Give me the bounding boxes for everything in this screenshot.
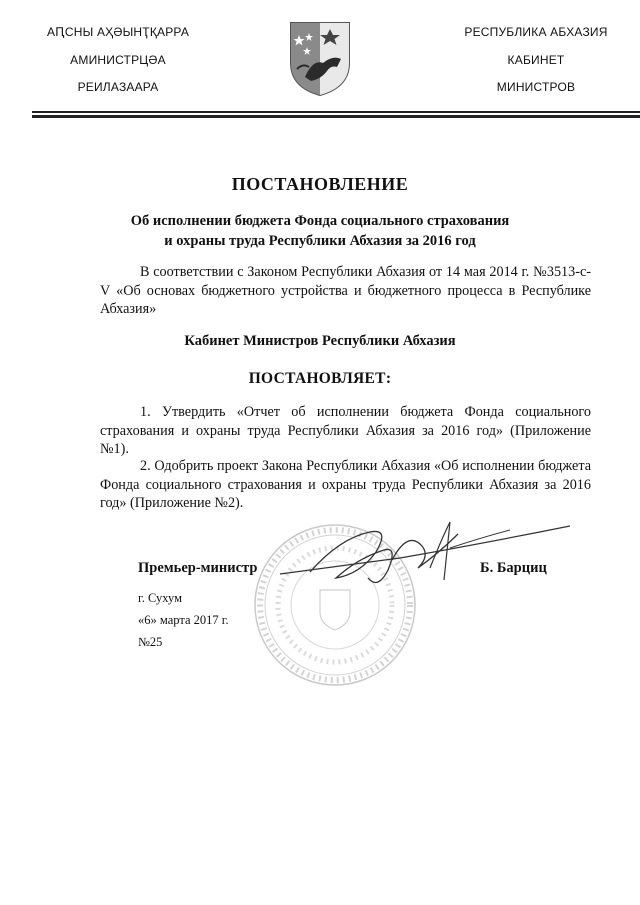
header-right-line3: МИНИСТРОВ — [496, 80, 576, 94]
document-city: г. Сухум — [138, 591, 183, 605]
document-title: ПОСТАНОВЛЕНИЕ — [231, 174, 409, 194]
handwritten-signature — [280, 508, 620, 598]
header-left-line2: АМИНИСТРЦӘА — [70, 53, 166, 67]
header-left-line3: РЕИЛАЗААРА — [77, 80, 159, 94]
header-right-line1: РЕСПУБЛИКА АБХАЗИЯ — [464, 25, 608, 39]
preamble-paragraph: В соответствии с Законом Республики Абхазия от 14 мая 2014 г. №3513-с-V «Об основах бюджетного устройства и бюджетного процесса в Республике Абхазия» — [100, 264, 591, 317]
signatory-position: Премьер-министр — [138, 560, 258, 576]
header-right-line2: КАБИНЕТ — [507, 53, 565, 67]
resolves-heading: ПОСТАНОВЛЯЕТ: — [248, 370, 392, 387]
signatory-name: Б. Барциц — [480, 560, 547, 576]
issuer-heading: Кабинет Министров Республики Абхазия — [184, 333, 456, 349]
header-left-line1: АԤСНЫ АҲӘЫНҬҚАРРА — [46, 25, 190, 39]
header-rule-top — [32, 111, 640, 113]
resolution-item-2: 2. Одобрить проект Закона Республики Абхазия «Об исполнении бюджета Фонда социального страхования и охраны труда Республики Абхазия за 2016 год» (Приложение №2). — [100, 458, 591, 511]
header-rule-bottom — [32, 115, 640, 118]
document-number: №25 — [138, 635, 163, 649]
resolution-item-1: 1. Утвердить «Отчет об исполнении бюджета Фонда социального страхования и охраны труда Республики Абхазия за 2016 год» (Приложение №1). — [100, 404, 591, 457]
subtitle-line-2: и охраны труда Республики Абхазия за 2016 год — [164, 233, 476, 249]
subtitle-line-1: Об исполнении бюджета Фонда социального страхования — [130, 213, 510, 229]
document-date: «6» марта 2017 г. — [138, 613, 229, 627]
document-subtitle — [60, 211, 580, 251]
coat-of-arms-icon — [287, 19, 353, 97]
